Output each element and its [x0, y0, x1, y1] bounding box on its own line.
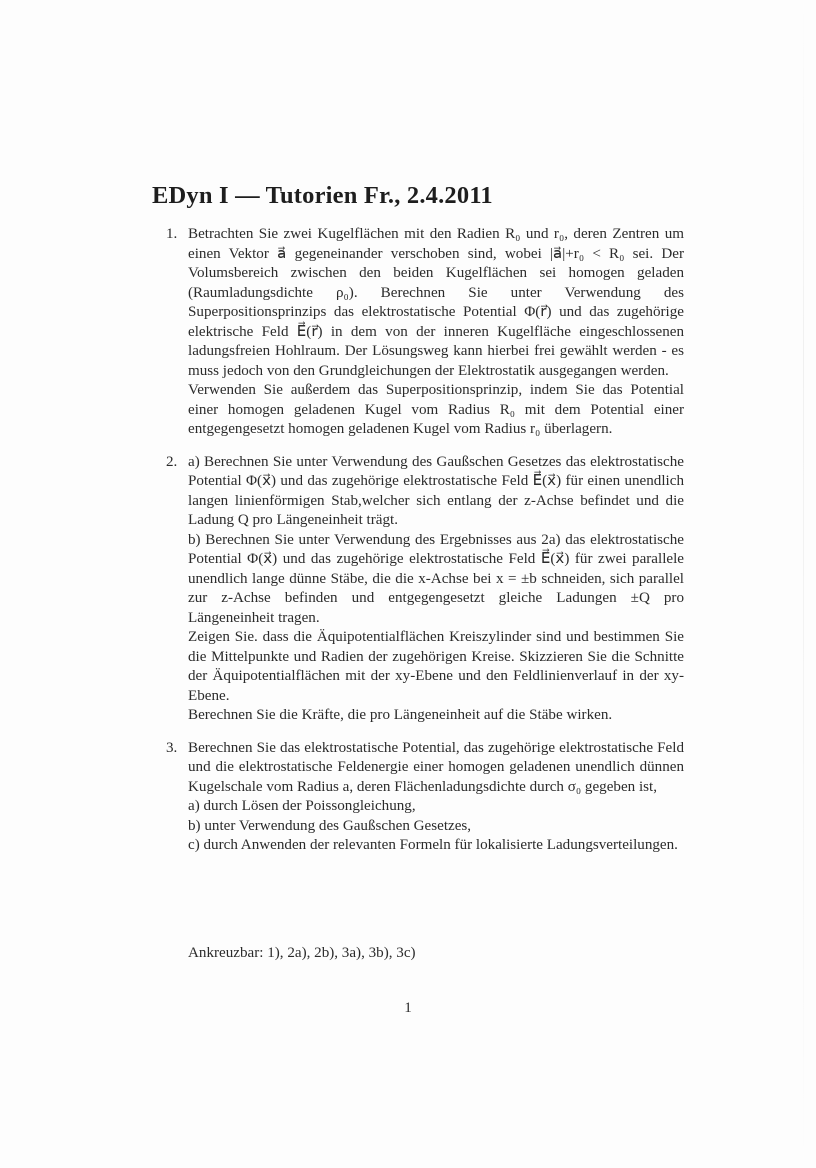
page-title: EDyn I — Tutorien Fr., 2.4.2011	[152, 182, 493, 209]
exercise-number: 3.	[166, 739, 178, 756]
exercise-item-1	[166, 225, 684, 440]
exercise-item-2	[166, 453, 684, 726]
page-number: 1	[404, 1000, 412, 1016]
exercise-paragraph: Zeigen Sie. dass die Äquipotentialflächen Kreiszylinder sind und bestimmen Sie die Mittelpunkte und Radien der zugehörigen Kreise. Skizzieren Sie die Schnitte der Äquipotentialflächen mit der xy-Ebene und den Feldlinienverlauf in der xy-Ebene.	[188, 629, 684, 704]
exercise-paragraph: Betrachten Sie zwei Kugelflächen mit den Radien R₀ und r₀, deren Zentren um einen Vektor a⃗ gegeneinander verschoben sind, wobei |a⃗|+r₀ < R₀ sei. Der Volumsbereich zwischen den beiden Kugelflächen sei homogen geladen (Raumladungsdichte ρ₀). Berechnen Sie unter Verwendung des Superpositionsprinzips das elektrostatische Potential Φ(r⃗) und das zugehörige elektrische Feld E⃗(r⃗) in dem von der inneren Kugelfläche eingeschlossenen ladungsfreien Hohlraum. Der Lösungsweg kann hierbei frei gewählt werden - es muss jedoch von den Grundgleichungen der Elektrostatik ausgegangen werden.	[188, 226, 684, 379]
ankreuzbar-note: Ankreuzbar: 1), 2a), 2b), 3a), 3b), 3c)	[188, 945, 416, 961]
exercise-paragraph: Berechnen Sie das elektrostatische Potential, das zugehörige elektrostatische Feld und die elektrostatische Feldenergie einer homogen geladenen unendlich dünnen Kugelschale vom Radius a, deren Flächenladungsdichte durch σ₀ gegeben ist,	[188, 739, 684, 795]
exercise-paragraph: a) Berechnen Sie unter Verwendung des Gaußschen Gesetzes das elektrostatische Potential Φ(x⃗) und das zugehörige elektrostatische Feld E⃗(x⃗) für einen unendlich langen linienförmigen Stab,welcher sich entlang der z-Achse befindet und die Ladung Q pro Längeneinheit trägt.	[188, 453, 684, 528]
exercise-paragraph: b) unter Verwendung des Gaußschen Gesetzes,	[188, 817, 472, 834]
exercise-number: 2.	[166, 453, 178, 470]
exercise-paragraph: b) Berechnen Sie unter Verwendung des Ergebnisses aus 2a) das elektrostatische Potential Φ(x⃗) und das zugehörige elektrostatische Feld E⃗(x⃗) für zwei parallele unendlich lange dünne Stäbe, die die x-Achse bei x = ±b schneiden, sich parallel zur z-Achse befinden und entgegengesetzt gleiche Ladungen ±Q pro Längeneinheit tragen.	[188, 531, 684, 626]
exercise-paragraph: c) durch Anwenden der relevanten Formeln für lokalisierte Ladungsverteilungen.	[188, 837, 678, 853]
exercise-paragraph: Berechnen Sie die Kräfte, die pro Längeneinheit auf die Stäbe wirken.	[188, 707, 613, 723]
exercise-item-3	[166, 739, 684, 856]
exercise-paragraph: Verwenden Sie außerdem das Superpositionsprinzip, indem Sie das Potential einer homogen geladenen Kugel vom Radius R₀ mit dem Potential einer entgegengesetzt homogen geladenen Kugel vom Radius r₀ überlagern.	[188, 382, 684, 437]
exercise-paragraph: a) durch Lösen der Poissongleichung,	[188, 798, 416, 814]
exercise-list	[166, 225, 684, 856]
scan-edge-shadow	[803, 0, 804, 1168]
exercise-number: 1.	[166, 226, 178, 242]
